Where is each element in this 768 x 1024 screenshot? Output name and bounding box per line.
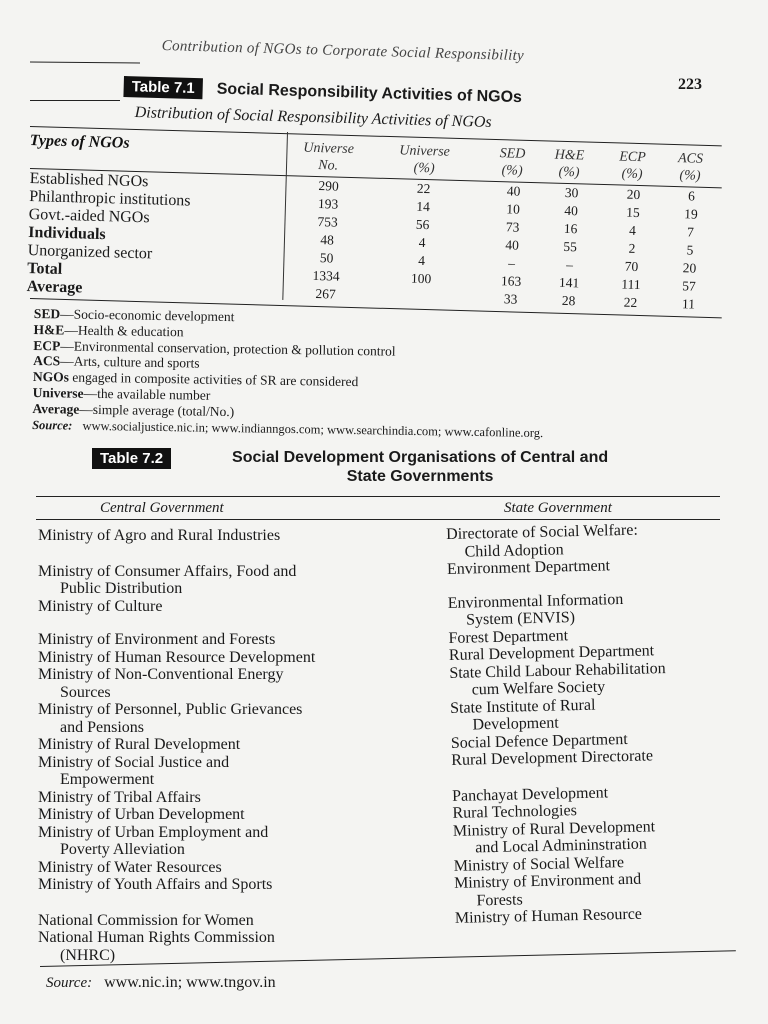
cell-acs: 20 bbox=[682, 260, 697, 276]
cell-universe-pct: 22 bbox=[416, 180, 431, 197]
table-7-2-title-row bbox=[92, 448, 702, 486]
cell-sed: 73 bbox=[505, 219, 520, 235]
cell-ecp: 2 bbox=[628, 240, 636, 256]
cell-universe-pct: 56 bbox=[415, 216, 430, 233]
cell-he: 28 bbox=[561, 292, 576, 309]
col-universe-pct: Universe (%) bbox=[399, 143, 451, 177]
note-line: NGOs engaged in composite activities of SR are considered bbox=[32, 369, 359, 390]
cell-universe-pct: 4 bbox=[418, 234, 426, 251]
cell-he: – bbox=[565, 257, 574, 273]
central-government-list bbox=[38, 527, 428, 964]
cell-universe-no: 753 bbox=[317, 214, 338, 230]
table-7-1-subtitle: Distribution of Social Responsibility Activities of NGOs bbox=[134, 104, 492, 131]
list-item: Ministry of Culture bbox=[38, 597, 163, 615]
list-item: Ministry of Consumer Affairs, Food and Public Distribution bbox=[38, 562, 297, 597]
cell-universe-no: 267 bbox=[315, 286, 336, 302]
cell-sed: 10 bbox=[506, 201, 521, 217]
list-item: National Human Rights Commission (NHRC) bbox=[38, 929, 275, 964]
cell-acs: 7 bbox=[686, 224, 695, 240]
list-item: Ministry of Social Welfare bbox=[453, 853, 625, 875]
list-item: Rural Technologies bbox=[452, 802, 578, 822]
col-universe-no: Universe No. bbox=[303, 140, 355, 174]
list-item: Directorate of Social Welfare: Child Adoption bbox=[446, 521, 638, 561]
cell-ecp: 20 bbox=[626, 186, 641, 203]
cell-ecp: 111 bbox=[621, 276, 641, 293]
col-types-of-ngos: Types of NGOs bbox=[29, 132, 130, 152]
cell-universe-no: 1334 bbox=[312, 267, 340, 284]
cell-he: 55 bbox=[563, 238, 578, 255]
list-item: Rural Development Department bbox=[448, 642, 655, 664]
list-item: National Commission for Women bbox=[38, 911, 254, 929]
cell-he: 40 bbox=[564, 202, 579, 219]
cell-universe-pct: 100 bbox=[410, 270, 432, 287]
cell-he: 16 bbox=[563, 220, 578, 237]
table-7-1-label: Table 7.1 bbox=[123, 76, 203, 99]
list-item: Panchayat Development bbox=[451, 783, 609, 805]
list-item: Forest Department bbox=[448, 626, 569, 647]
state-government-list bbox=[446, 519, 745, 927]
cell-universe-no: 290 bbox=[318, 178, 340, 194]
cell-universe-pct bbox=[397, 288, 445, 289]
list-item: Ministry of Environment and Forests bbox=[38, 631, 276, 648]
table-7-1-source: Source: www.socialjustice.nic.in; www.indianngos.com; www.searchindia.com; www.cafonline.org. bbox=[32, 417, 544, 440]
cell-acs: 6 bbox=[687, 188, 696, 204]
header-rule bbox=[30, 62, 140, 64]
row-label: Govt.-aided NGOs bbox=[28, 205, 150, 227]
note-line: ACS—Arts, culture and sports bbox=[33, 353, 200, 371]
cell-sed: 40 bbox=[506, 183, 521, 199]
col-ecp: ECP (%) bbox=[619, 149, 646, 183]
list-item: Ministry of Water Resources bbox=[38, 858, 222, 876]
list-item: Rural Development Directorate bbox=[451, 747, 654, 769]
list-item: Ministry of Human Resource bbox=[454, 905, 643, 927]
list-item: State Institute of Rural Development bbox=[449, 696, 596, 734]
cell-sed: 40 bbox=[505, 237, 520, 253]
note-line: ECP—Environmental conservation, protection & pollution control bbox=[33, 337, 396, 359]
col-central-government: Central Government bbox=[100, 500, 224, 516]
list-item: State Child Labour Rehabilitation cum Welfare Society bbox=[449, 659, 666, 699]
table-7-1-notes bbox=[32, 306, 734, 444]
cell-sed: 33 bbox=[503, 291, 518, 307]
note-line: Average—simple average (total/No.) bbox=[32, 400, 235, 419]
cell-he: 141 bbox=[558, 274, 580, 291]
cell-acs: 19 bbox=[684, 206, 698, 222]
list-item: Ministry of Urban Employment and Poverty Alleviation bbox=[38, 823, 269, 858]
cell-he: 30 bbox=[564, 184, 579, 201]
table-7-2-title: Social Development Organisations of Central and State Governments bbox=[232, 449, 609, 485]
col-acs: ACS (%) bbox=[677, 151, 704, 184]
cell-sed: – bbox=[508, 255, 516, 271]
row-label: Total bbox=[27, 259, 63, 278]
list-item: Ministry of Urban Development bbox=[38, 806, 245, 823]
cell-ecp: 15 bbox=[626, 204, 641, 221]
list-item: Ministry of Human Resource Development bbox=[38, 648, 316, 666]
cell-ecp: 22 bbox=[623, 294, 638, 311]
list-item: Ministry of Agro and Rural Industries bbox=[38, 527, 281, 544]
table-7-2-label: Table 7.2 bbox=[92, 448, 171, 469]
cell-acs: 11 bbox=[681, 296, 696, 312]
cell-ecp: 4 bbox=[628, 222, 637, 238]
table-7-1-top-rule bbox=[30, 126, 722, 146]
row-label: Established NGOs bbox=[29, 170, 149, 191]
list-item: Ministry of Rural Development and Local Admininstration bbox=[452, 817, 656, 857]
cell-sed: 163 bbox=[500, 273, 522, 289]
cell-universe-pct: 14 bbox=[416, 198, 431, 215]
list-item: Environmental Information System (ENVIS) bbox=[447, 590, 624, 629]
cell-acs: 57 bbox=[682, 278, 696, 294]
note-line: Universe—the available number bbox=[32, 384, 211, 403]
col-he: H&E (%) bbox=[554, 147, 585, 181]
list-item: Ministry of Tribal Affairs bbox=[38, 788, 201, 806]
list-item: Ministry of Social Justice and Empowerment bbox=[38, 753, 230, 788]
table-7-1-body bbox=[26, 170, 719, 315]
list-item: Ministry of Youth Affairs and Sports bbox=[38, 876, 273, 893]
row-label: Individuals bbox=[28, 223, 106, 244]
list-item: Ministry of Rural Development bbox=[38, 736, 241, 753]
table-7-2-top-rule bbox=[36, 496, 720, 497]
list-item: Environment Department bbox=[446, 557, 611, 578]
note-line: SED—Socio-economic development bbox=[33, 306, 235, 325]
list-item: Ministry of Non-Conventional Energy Sources bbox=[38, 666, 284, 701]
col-sed: SED (%) bbox=[499, 146, 526, 179]
table-7-2-header-rule bbox=[36, 519, 720, 520]
page-number: 223 bbox=[678, 76, 702, 93]
table-7-1-title: Social Responsibility Activities of NGOs bbox=[216, 80, 523, 106]
note-line: H&E—Health & education bbox=[33, 321, 184, 340]
row-label: Philanthropic institutions bbox=[29, 187, 191, 210]
cell-universe-no: 50 bbox=[319, 250, 334, 266]
list-item: Ministry of Personnel, Public Grievances and Pensions bbox=[38, 701, 303, 736]
cell-universe-no: 193 bbox=[317, 196, 339, 212]
row-label: Unorganized sector bbox=[27, 241, 153, 263]
cell-universe-no: 48 bbox=[320, 232, 335, 248]
list-item: Ministry of Environment and Forests bbox=[453, 870, 642, 909]
running-header: Contribution of NGOs to Corporate Social Responsibility bbox=[161, 38, 525, 65]
list-item: Social Defence Department bbox=[450, 730, 628, 752]
cell-acs: 5 bbox=[686, 242, 694, 258]
col-state-government: State Government bbox=[504, 500, 612, 516]
row-label: Average bbox=[26, 277, 83, 297]
title-rule bbox=[30, 100, 120, 101]
table-7-2-source: Source: www.nic.in; www.tngov.in bbox=[46, 974, 276, 991]
cell-ecp: 70 bbox=[624, 258, 639, 275]
cell-universe-pct: 4 bbox=[418, 252, 426, 269]
